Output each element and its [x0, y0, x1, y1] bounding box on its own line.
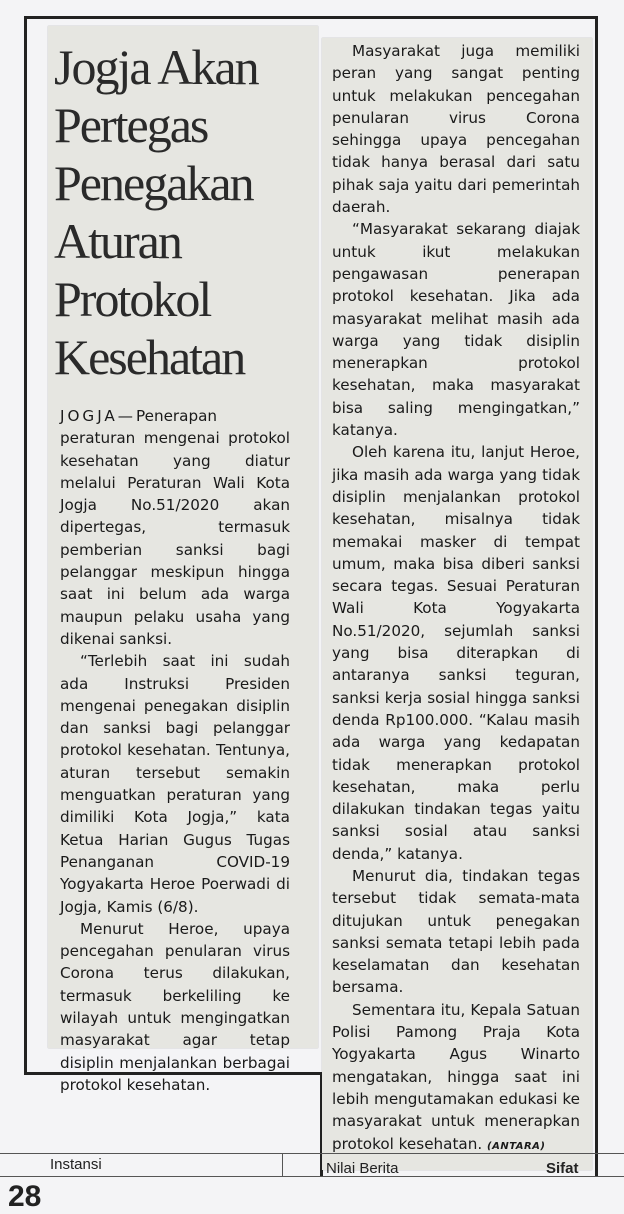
article-paragraph: Menurut dia, tindakan tegas tersebut tidak semata-mata ditujukan untuk penegakan sanksi semata tetapi lebih pada keselamatan dan kesehatan bersama.: [332, 866, 580, 997]
article-credit: (ANTARA): [487, 1140, 546, 1152]
footer-sifat-label: Sifat: [546, 1160, 579, 1177]
headline-line: Penegakan: [54, 155, 253, 211]
footer-top-line: [0, 1153, 624, 1154]
headline-line: Protokol: [54, 271, 211, 327]
article-paragraph: Menurut Heroe, upaya pencegahan penularan virus Corona terus dilakukan, termasuk berkeliling ke wilayah untuk mengingatkan masyarakat agar tetap disiplin menjalankan berbagai protokol kesehatan.: [60, 919, 290, 1094]
article-dateline: JOGJA—: [60, 407, 136, 425]
article-body-left: [60, 405, 290, 1096]
headline-line: Kesehatan: [54, 329, 245, 385]
article-paragraph: Oleh karena itu, lanjut Heroe, jika masih ada warga yang tidak disiplin menjalankan protokol kesehatan, misalnya tidak memakai masker di tempat umum, maka bisa diberi sanksi secara tegas. Sesuai Peraturan Wali Kota Yogyakarta No.51/2020, sejumlah sanksi yang bisa diterapkan di antaranya sanksi teguran, sanksi kerja sosial hingga sanksi denda Rp100.000. “Kalau masih ada warga yang kedapatan tidak menerapkan protokol kesehatan, maka perlu dilakukan tindakan tegas yaitu sanksi sosial atau sanksi denda,” katanya.: [332, 443, 580, 863]
footer-mid-line: [0, 1176, 624, 1177]
article-paragraph: “Masyarakat sekarang diajak untuk ikut melakukan pengawasan penerapan protokol kesehatan. Jika ada masyarakat melihat masih ada warga yang tidak disiplin menerapkan protokol kesehatan, maka masyarakat bisa saling mengingatkan,” katanya.: [332, 220, 580, 440]
footer-instansi-label: Instansi: [50, 1156, 102, 1173]
article-paragraph: [60, 405, 290, 650]
article-body-right: [332, 40, 580, 1158]
frame-left-line: [24, 16, 27, 1074]
headline-line: Jogja Akan: [54, 39, 258, 95]
headline-line: Pertegas: [54, 97, 208, 153]
article-paragraph: “Terlebih saat ini sudah ada Instruksi Presiden mengenai penegakan disiplin dan sanksi bagi pelanggar protokol kesehatan. Tentunya, aturan tersebut semakin menguatkan peraturan yang dimiliki Kota Jogja,” kata Ketua Harian Gugus Tugas Penanganan COVID-19 Yogyakarta Heroe Poerwadi di Jogja, Kamis (6/8).: [60, 652, 290, 916]
footer-divider: [282, 1153, 283, 1177]
page-number: 28: [8, 1180, 42, 1213]
frame-right-line: [595, 16, 598, 1176]
article-paragraph: [332, 999, 580, 1158]
article-paragraph: Masyarakat juga memiliki peran yang sangat penting untuk melakukan pencegahan penularan virus Corona sehingga upaya pencegahan tidak hanya berasal dari satu pihak saja yaitu dari pemerintah daerah.: [332, 42, 580, 217]
footer-nilai-label: Nilai Berita: [326, 1160, 399, 1177]
article-headline: [54, 38, 294, 386]
article-closing-text: Sementara itu, Kepala Satuan Polisi Pamong Praja Kota Yogyakarta Agus Winarto mengatakan, hingga saat ini lebih mengutamakan edukasi ke masyarakat untuk menerapkan protokol kesehatan.: [332, 1000, 580, 1153]
frame-top-line: [24, 16, 598, 19]
headline-line: Aturan: [54, 213, 181, 269]
article-lead-text: Penerapan peraturan mengenai protokol kesehatan yang diatur melalui Peraturan Wali Kota Jogja No.51/2020 akan dipertegas, termasuk pemberian sanksi bagi pelanggar meskipun hingga saat ini belum ada warga maupun pelaku usaha yang dikenai sanksi.: [60, 407, 290, 648]
